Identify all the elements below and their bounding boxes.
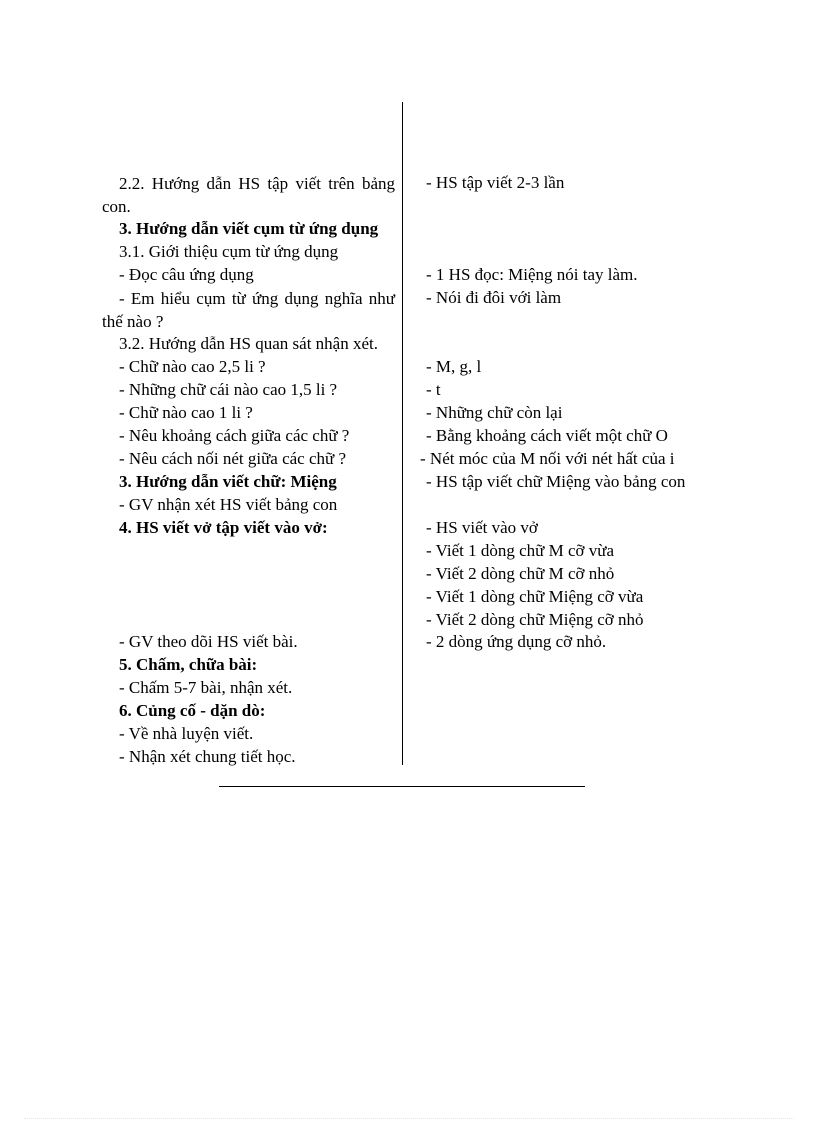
- left-line-q-height-15: - Những chữ cái nào cao 1,5 li ?: [119, 380, 338, 399]
- right-line-write-notebook: - HS viết vào vở: [426, 518, 538, 537]
- left-para-phrase-meaning: - Em hiểu cụm từ ứng dụng nghĩa như thế nào ?: [102, 289, 395, 331]
- heading-consolidation: 6. Củng cố - dặn dò:: [119, 701, 266, 720]
- right-line-practice: - HS tập viết 2-3 lần: [426, 173, 565, 192]
- right-line-board-practice: - HS tập viết chữ Miệng vào bảng con: [426, 472, 686, 491]
- left-line-q-height-25: - Chữ nào cao 2,5 li ?: [119, 357, 266, 376]
- right-line-m-medium: - Viết 1 dòng chữ M cỡ vừa: [426, 541, 615, 560]
- left-line-read-phrase: - Đọc câu ứng dụng: [119, 265, 254, 284]
- right-line-meaning: - Nói đi đôi với làm: [426, 288, 562, 307]
- left-line-q-joining: - Nêu cách nối nét giữa các chữ ?: [119, 449, 347, 468]
- left-line-general-remarks: - Nhận xét chung tiết học.: [119, 747, 296, 766]
- left-para-guide-board: 2.2. Hướng dẫn HS tập viết trên bảng con.: [102, 174, 395, 216]
- heading-write-word: 3. Hướng dẫn viết chữ: Miệng: [119, 472, 337, 491]
- left-line-gv-monitor: - GV theo dõi HS viết bài.: [119, 632, 298, 651]
- page-bottom-border: [24, 1118, 794, 1119]
- left-line-intro-phrase: 3.1. Giới thiệu cụm từ ứng dụng: [119, 242, 339, 261]
- right-line-ans-25: - M, g, l: [426, 357, 482, 376]
- right-line-phrase-small: - 2 dòng ứng dụng cỡ nhỏ.: [426, 632, 607, 651]
- column-divider: [402, 102, 403, 765]
- heading-phrase-guide: 3. Hướng dẫn viết cụm từ ứng dụng: [119, 219, 379, 238]
- left-line-gv-review: - GV nhận xét HS viết bảng con: [119, 495, 338, 514]
- heading-notebook: 4. HS viết vở tập viết vào vở:: [119, 518, 328, 537]
- right-line-mieng-small: - Viết 2 dòng chữ Miệng cỡ nhỏ: [426, 610, 644, 629]
- left-line-observe: 3.2. Hướng dẫn HS quan sát nhận xét.: [119, 334, 379, 353]
- right-line-ans-15: - t: [426, 380, 441, 399]
- right-line-ans-joining: - Nét móc của M nối với nét hất của i: [420, 449, 675, 468]
- left-line-practice-home: - Về nhà luyện viết.: [119, 724, 254, 743]
- right-line-read: - 1 HS đọc: Miệng nói tay làm.: [426, 265, 638, 284]
- left-line-q-spacing: - Nêu khoảng cách giữa các chữ ?: [119, 426, 350, 445]
- right-line-ans-1: - Những chữ còn lại: [426, 403, 563, 422]
- left-line-q-height-1: - Chữ nào cao 1 li ?: [119, 403, 253, 422]
- right-line-mieng-medium: - Viết 1 dòng chữ Miệng cỡ vừa: [426, 587, 644, 606]
- section-end-rule: [219, 786, 585, 787]
- right-line-m-small: - Viết 2 dòng chữ M cỡ nhỏ: [426, 564, 615, 583]
- right-line-ans-spacing: - Bằng khoảng cách viết một chữ O: [426, 426, 668, 445]
- heading-grading: 5. Chấm, chữa bài:: [119, 655, 258, 674]
- left-line-grade-work: - Chấm 5-7 bài, nhận xét.: [119, 678, 293, 697]
